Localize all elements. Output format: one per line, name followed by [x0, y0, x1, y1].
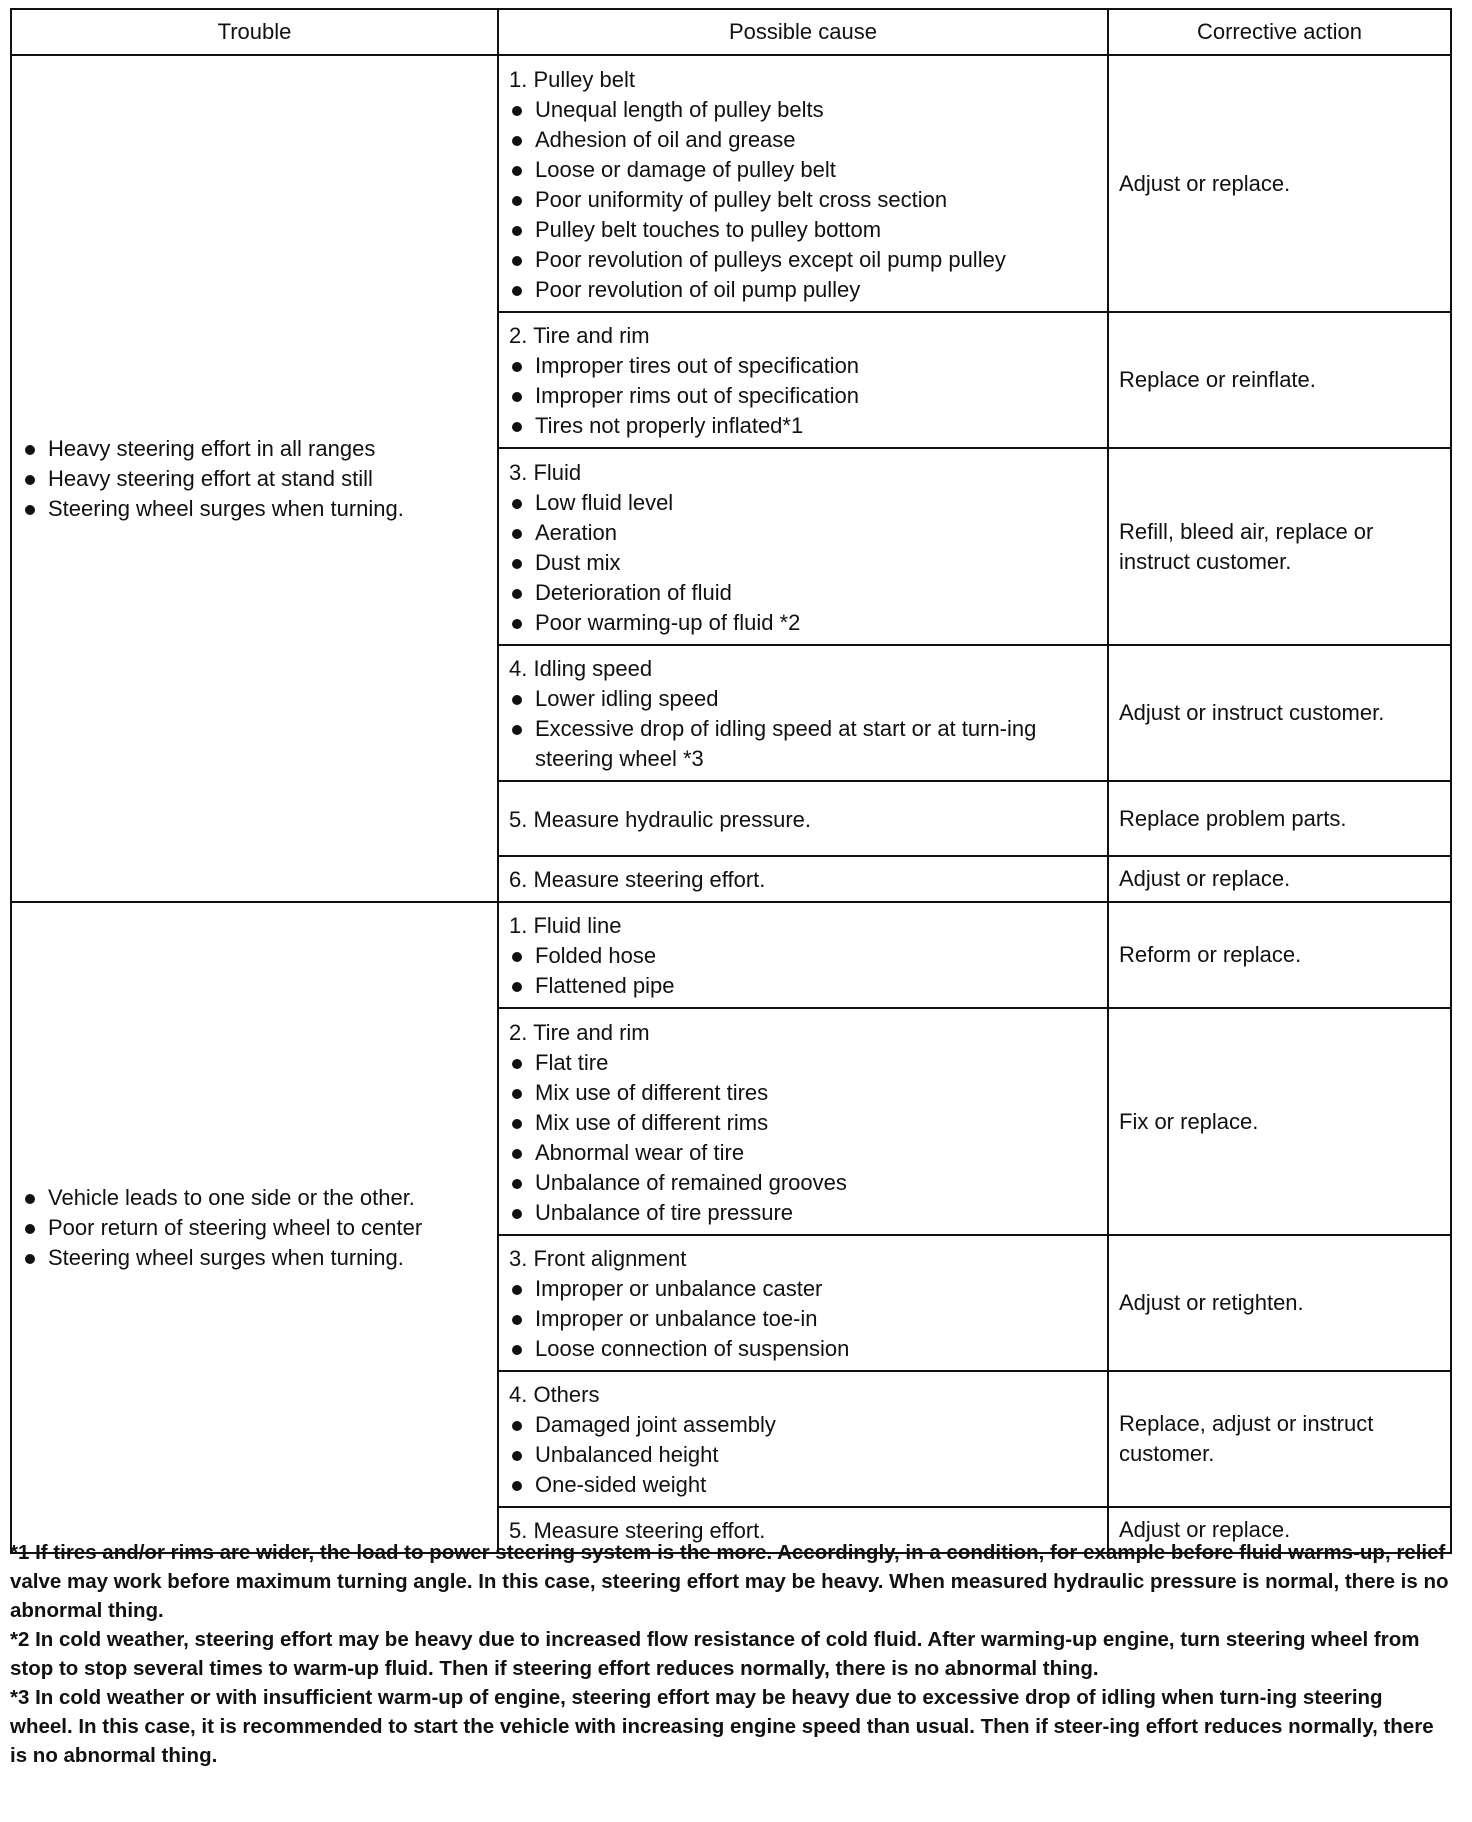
cause-item: One-sided weight	[509, 1470, 1097, 1500]
trouble-item: Steering wheel surges when turning.	[22, 1243, 487, 1273]
cause-cell	[498, 902, 1108, 1008]
cause-title: 4. Others	[509, 1382, 600, 1407]
cause-list	[509, 488, 1097, 638]
cause-item: Flat tire	[509, 1048, 1097, 1078]
cause-item: Loose or damage of pulley belt	[509, 155, 1097, 185]
corrective-action-cell: Fix or replace.	[1108, 1008, 1451, 1235]
cause-item: Poor uniformity of pulley belt cross section	[509, 185, 1097, 215]
cause-list	[509, 351, 1097, 441]
table-row	[11, 902, 1451, 1008]
header-trouble: Trouble	[11, 9, 498, 55]
cause-item: Mix use of different tires	[509, 1078, 1097, 1108]
cause-list	[509, 1048, 1097, 1228]
cause-title: 3. Front alignment	[509, 1246, 687, 1271]
cause-item: Pulley belt touches to pulley bottom	[509, 215, 1097, 245]
cause-list	[509, 941, 1097, 1001]
cause-item: Improper or unbalance caster	[509, 1274, 1097, 1304]
cause-cell	[498, 55, 1108, 312]
cause-item: Deterioration of fluid	[509, 578, 1097, 608]
trouble-item: Poor return of steering wheel to center	[22, 1213, 487, 1243]
footnote-2: *2 In cold weather, steering effort may be heavy due to increased flow resistance of cold fluid. After warming-up engine, turn steering wheel from stop to stop several times to warm-up fluid. Then if steering effort reduces normally, there is no abnormal thing.	[10, 1628, 1420, 1680]
trouble-item: Steering wheel surges when turning.	[22, 494, 487, 524]
corrective-action-cell: Adjust or retighten.	[1108, 1235, 1451, 1371]
cause-cell	[498, 1008, 1108, 1235]
corrective-action-cell: Refill, bleed air, replace or instruct customer.	[1108, 448, 1451, 645]
corrective-action-cell: Adjust or replace.	[1108, 55, 1451, 312]
cause-cell	[498, 856, 1108, 902]
cause-cell	[498, 1371, 1108, 1507]
cause-item: Low fluid level	[509, 488, 1097, 518]
trouble-list	[22, 434, 487, 524]
corrective-action-cell: Adjust or replace.	[1108, 856, 1451, 902]
footnotes	[10, 1538, 1450, 1770]
cause-cell	[498, 312, 1108, 448]
trouble-list	[22, 1183, 487, 1273]
cause-list	[509, 95, 1097, 305]
cause-item: Loose connection of suspension	[509, 1334, 1097, 1364]
corrective-action-cell: Replace, adjust or instruct customer.	[1108, 1371, 1451, 1507]
cause-item: Excessive drop of idling speed at start or at turn-ing steering wheel *3	[509, 714, 1097, 774]
cause-item: Improper rims out of specification	[509, 381, 1097, 411]
trouble-cell	[11, 55, 498, 902]
cause-item: Unbalance of tire pressure	[509, 1198, 1097, 1228]
cause-item: Mix use of different rims	[509, 1108, 1097, 1138]
cause-item: Damaged joint assembly	[509, 1410, 1097, 1440]
cause-title: 1. Fluid line	[509, 913, 622, 938]
trouble-item: Heavy steering effort at stand still	[22, 464, 487, 494]
header-row	[11, 9, 1451, 55]
cause-item: Flattened pipe	[509, 971, 1097, 1001]
cause-item: Poor revolution of oil pump pulley	[509, 275, 1097, 305]
cause-item: Abnormal wear of tire	[509, 1138, 1097, 1168]
troubleshooting-table	[10, 8, 1452, 1554]
corrective-action-cell: Replace or reinflate.	[1108, 312, 1451, 448]
cause-title: 1. Pulley belt	[509, 66, 635, 92]
cause-cell	[498, 1235, 1108, 1371]
cause-title: 5. Measure hydraulic pressure.	[509, 806, 812, 832]
cause-list	[509, 1410, 1097, 1500]
cause-title: 4. Idling speed	[509, 656, 653, 681]
corrective-action-cell: Adjust or replace.	[1108, 1507, 1451, 1553]
cause-cell	[498, 781, 1108, 856]
cause-item: Poor warming-up of fluid *2	[509, 608, 1097, 638]
cause-item: Improper tires out of specification	[509, 351, 1097, 381]
cause-cell	[498, 645, 1108, 781]
corrective-action-cell: Adjust or instruct customer.	[1108, 645, 1451, 781]
footnote-3: *3 In cold weather or with insufficient warm-up of engine, steering effort may be heavy due to excessive drop of idling when turn-ing steering wheel. In this case, it is recommended to start the vehicle with increasing engine speed than usual. Then if steer-ing effort reduces normally, there is no abnormal thing.	[10, 1686, 1434, 1767]
cause-item: Tires not properly inflated*1	[509, 411, 1097, 441]
cause-item: Lower idling speed	[509, 684, 1097, 714]
cause-cell	[498, 448, 1108, 645]
trouble-item: Heavy steering effort in all ranges	[22, 434, 487, 464]
corrective-action-cell: Replace problem parts.	[1108, 781, 1451, 856]
trouble-cell	[11, 902, 498, 1553]
cause-list	[509, 684, 1097, 774]
cause-title: 2. Tire and rim	[509, 1019, 650, 1045]
header-possible-cause: Possible cause	[498, 9, 1108, 55]
cause-item: Aeration	[509, 518, 1097, 548]
cause-title: 6. Measure steering effort.	[509, 867, 766, 892]
table-row	[11, 55, 1451, 312]
cause-title: 2. Tire and rim	[509, 323, 650, 348]
cause-title: 3. Fluid	[509, 459, 582, 485]
cause-item: Folded hose	[509, 941, 1097, 971]
table-body	[11, 55, 1451, 1553]
footnote-1: *1 If tires and/or rims are wider, the load to power steering system is the more. Accordingly, in a condition, for example before fluid warms-up, relief valve may work before maximum turning angle. In this case, steering effort may be heavy. When measured hydraulic pressure is normal, there is no abnormal thing.	[10, 1541, 1449, 1622]
cause-item: Unbalance of remained grooves	[509, 1168, 1097, 1198]
trouble-item: Vehicle leads to one side or the other.	[22, 1183, 487, 1213]
cause-item: Improper or unbalance toe-in	[509, 1304, 1097, 1334]
cause-item: Adhesion of oil and grease	[509, 125, 1097, 155]
cause-item: Poor revolution of pulleys except oil pump pulley	[509, 245, 1097, 275]
cause-item: Unequal length of pulley belts	[509, 95, 1097, 125]
corrective-action-cell: Reform or replace.	[1108, 902, 1451, 1008]
header-corrective-action: Corrective action	[1108, 9, 1451, 55]
cause-item: Unbalanced height	[509, 1440, 1097, 1470]
cause-item: Dust mix	[509, 548, 1097, 578]
cause-title: 5. Measure steering effort.	[509, 1518, 766, 1543]
cause-list	[509, 1274, 1097, 1364]
